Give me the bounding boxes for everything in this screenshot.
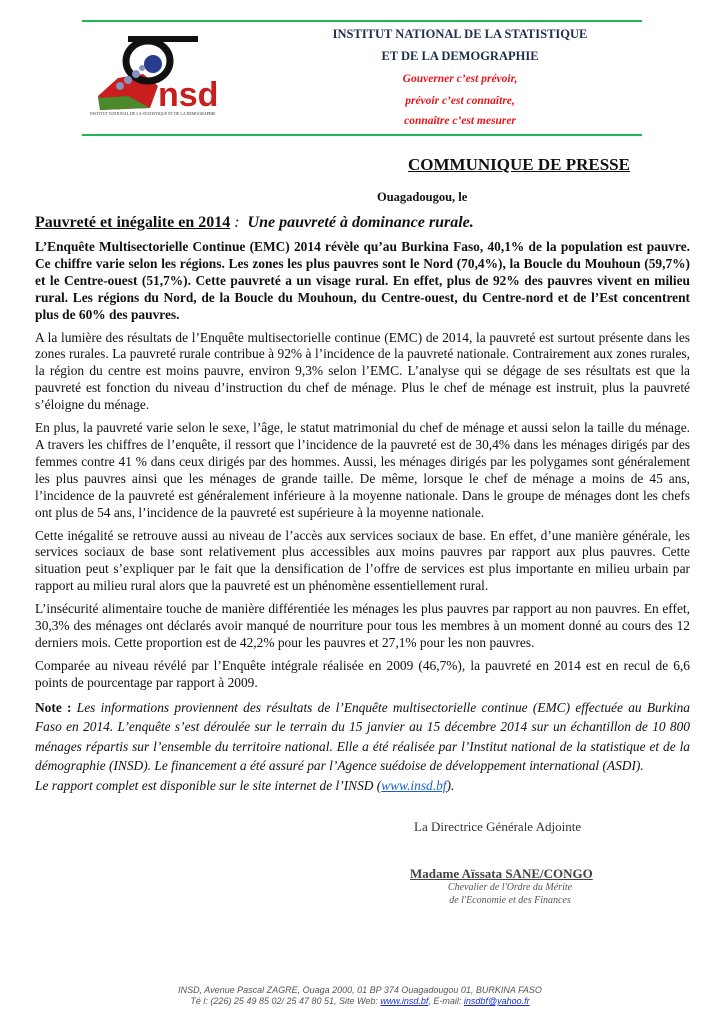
footer-address: INSD, Avenue Pascal ZAGRE, Ouaga 2000, 01 BP 374 Ouagadougou 01, BURKINA FASO [178, 985, 542, 995]
report-suffix: ). [446, 777, 455, 793]
document-type-heading: COMMUNIQUE DE PRESSE [408, 155, 630, 174]
footer-email-label: , E-mail: [428, 996, 464, 1006]
institute-name-line2: ET DE LA DEMOGRAPHIE [381, 49, 539, 63]
place-date: Ouagadougou, le [377, 190, 468, 204]
motto-line: connaître c’est mesurer [404, 115, 516, 127]
svg-text:nsd: nsd [158, 76, 219, 114]
signatory-role: La Directrice Générale Adjointe [414, 819, 582, 834]
title-separator: : [230, 214, 240, 231]
header-top-rule [82, 20, 642, 22]
footer-phone: Té l: (226) 25 49 85 02/ 25 47 80 51, Site Web: [190, 996, 381, 1006]
body-paragraph: Cette inégalité se retrouve aussi au niveau de l’accès aux services sociaux de base. En effet, d’une manière générale, les services sociaux de base sont relativement plus accessibles aux moins pauvres par rapport aux plus pauvres. Cette situation peut s’expliquer par le fait que la densification de l’offre de services est plus importante en milieu urbain par rapport au milieu rural alors que la pauvreté est un phénomène essentiellement rural. [35, 527, 690, 594]
header-bottom-rule [82, 134, 642, 136]
press-release-title [35, 214, 474, 232]
signatory-name: Madame Aïssata SANE/CONGO [410, 866, 593, 881]
motto-line: Gouverner c’est prévoir, [402, 73, 518, 85]
logo-caption: INSTITUT NATIONAL DE LA STATISTIQUE ET DE LA DEMOGRAPHIE [90, 111, 216, 116]
footer-website-link[interactable]: www.insd.bf [380, 996, 429, 1006]
institute-name-line1: INSTITUT NATIONAL DE LA STATISTIQUE [332, 27, 588, 41]
footer-email-link[interactable]: insdbf@yahoo.fr [463, 996, 530, 1006]
note-text: Les informations proviennent des résultats de l’Enquête multisectorielle continue (EMC) effectuée au Burkina Faso en 2014. L’enquête s’est déroulée sur le terrain du 15 janvier au 15 décembre 2014 sur un échantillon de 10 800 ménages répartis sur l’ensemble du territoire national. Elle a été réalisée par l’Institut national de la statistique et de la démographie (INSD). Le financement a été assuré par l’Agence suédoise de développement international (ASDI). [35, 699, 690, 774]
note-paragraph [35, 698, 690, 796]
signatory-title: de l'Economie et des Finances [449, 895, 571, 906]
body-paragraph: L’insécurité alimentaire touche de manière différentiée les ménages les plus pauvres par rapport au non pauvres. En effet, 30,3% des ménages ont déclarés avoir manqué de nourriture pour tous les membres à un moment donné au cours des 12 derniers mois. Cette proportion est de 42,2% pour les pauvres et 27,1% pour les non pauvres. [35, 601, 690, 650]
note-label: Note : [35, 699, 72, 715]
signatory-title: Chevalier de l'Ordre du Mérite [447, 882, 573, 893]
insd-logo [88, 26, 238, 116]
report-link[interactable]: www.insd.bf [381, 777, 447, 793]
press-release-body [35, 239, 690, 801]
body-paragraph: A la lumière des résultats de l’Enquête multisectorielle continue (EMC) de 2014, la pauvreté est surtout présente dans les zones rurales. La pauvreté rurale contribue à 92% à l’incidence de la pauvreté nationale. Contrairement aux zones rurales, la région du centre est moins pauvre, environ 9,3% selon l’EMC. L’analyse qui se dégage de ses résultats est que la pauvreté est fonction du niveau d’instruction du chef de ménage. Plus le chef de ménage est instruit, plus la pauvreté s’éloigne du ménage. [35, 329, 690, 413]
footer-contact [150, 996, 570, 1006]
title-subtitle: Une pauvreté à dominance rurale. [247, 214, 474, 231]
title-main: Pauvreté et inégalite en 2014 [35, 214, 231, 231]
motto-line: prévoir c’est connaître, [405, 95, 515, 107]
body-paragraph: Comparée au niveau révélé par l’Enquête intégrale réalisée en 2009 (46,7%), la pauvreté en 2014 est en recul de 6,6 points de pourcentage par rapport à 2009. [35, 657, 690, 690]
lead-paragraph: L’Enquête Multisectorielle Continue (EMC) 2014 révèle qu’au Burkina Faso, 40,1% de la population est pauvre. Ce chiffre varie selon les régions. Les zones les plus pauvres sont le Nord (70,4%), la Boucle du Mouhoun (59,7%) et le Centre-ouest (51,7%). Cette pauvreté a un visage rural. En effet, plus de 92% des pauvres vivent en milieu rural. Les régions du Nord, de la Boucle du Mouhoun, du Centre-ouest, du Centre-nord et de l’Est concentrent plus de 60% des pauvres. [35, 239, 690, 322]
report-text: Le rapport complet est disponible sur le site internet de l’INSD ( [35, 777, 382, 793]
body-paragraph: En plus, la pauvreté varie selon le sexe, l’âge, le statut matrimonial du chef de ménage et aussi selon la taille du ménage. A travers les chiffres de l’enquête, il ressort que l’incidence de la pauvreté est de 30,4% dans les ménages dirigés par des femmes contre 41 % dans ceux dirigés par des hommes. Aussi, les ménages dirigés par les polygames sont généralement les plus pauvres ainsi que les ménages de grande taille. De même, lorsque le chef de ménage a moins de 45 ans, l’incidence de la pauvreté est généralement inférieure à la moyenne nationale. Dans le groupe de ménages dont les chefs ont plus de 54 ans, l’incidence de la pauvreté est supérieure à la moyenne nationale. [35, 420, 690, 520]
